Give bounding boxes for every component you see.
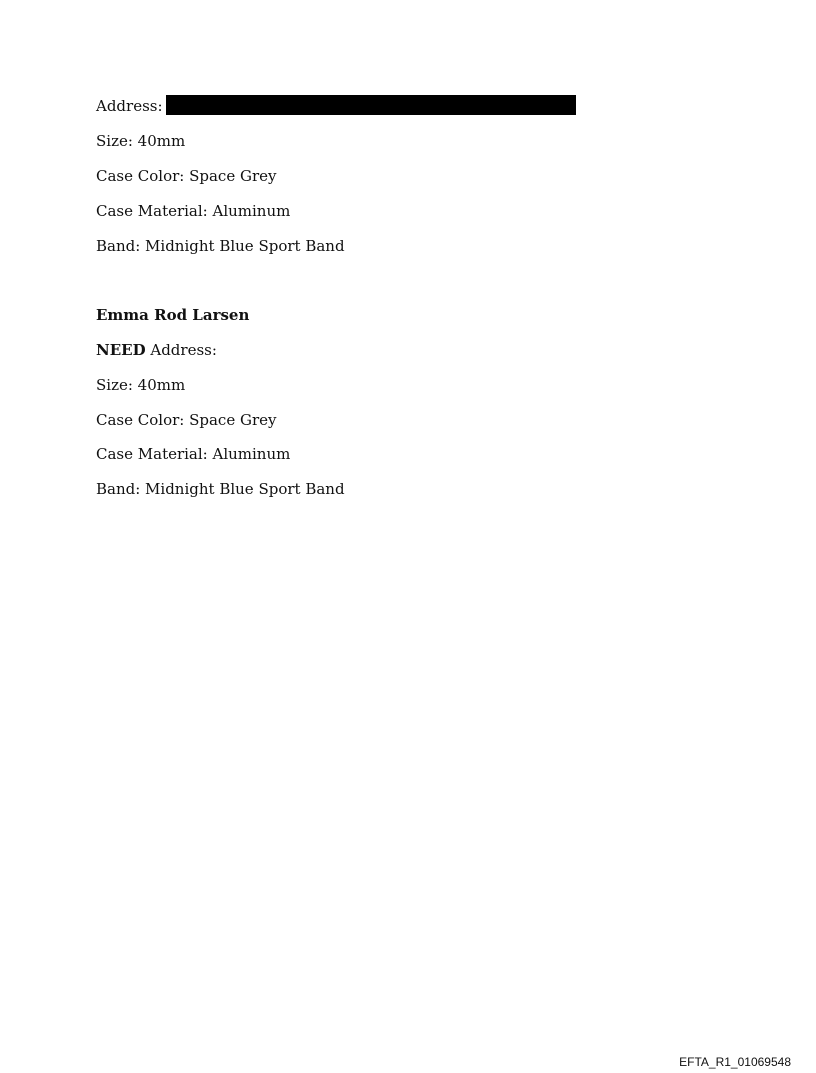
document-id: EFTA_R1_01069548 [679,1055,791,1069]
entry1-band: Band: Midnight Blue Sport Band [96,237,345,255]
entry1-size: Size: 40mm [96,132,186,150]
entry2-band: Band: Midnight Blue Sport Band [96,480,345,498]
entry1-case-material: Case Material: Aluminum [96,202,291,220]
entry2-need-label: NEED [96,341,146,359]
entry2-name: Emma Rod Larsen [96,306,250,324]
entry1-address-line [96,96,576,117]
entry1-case-color: Case Color: Space Grey [96,167,277,185]
address-redaction [166,95,576,115]
entry2-address-label: Address: [150,341,217,359]
entry1-address-label: Address: [96,97,163,115]
entry2-case-material: Case Material: Aluminum [96,445,291,463]
entry2-case-color: Case Color: Space Grey [96,411,277,429]
entry2-address-line [96,340,217,360]
entry2-size: Size: 40mm [96,376,186,394]
